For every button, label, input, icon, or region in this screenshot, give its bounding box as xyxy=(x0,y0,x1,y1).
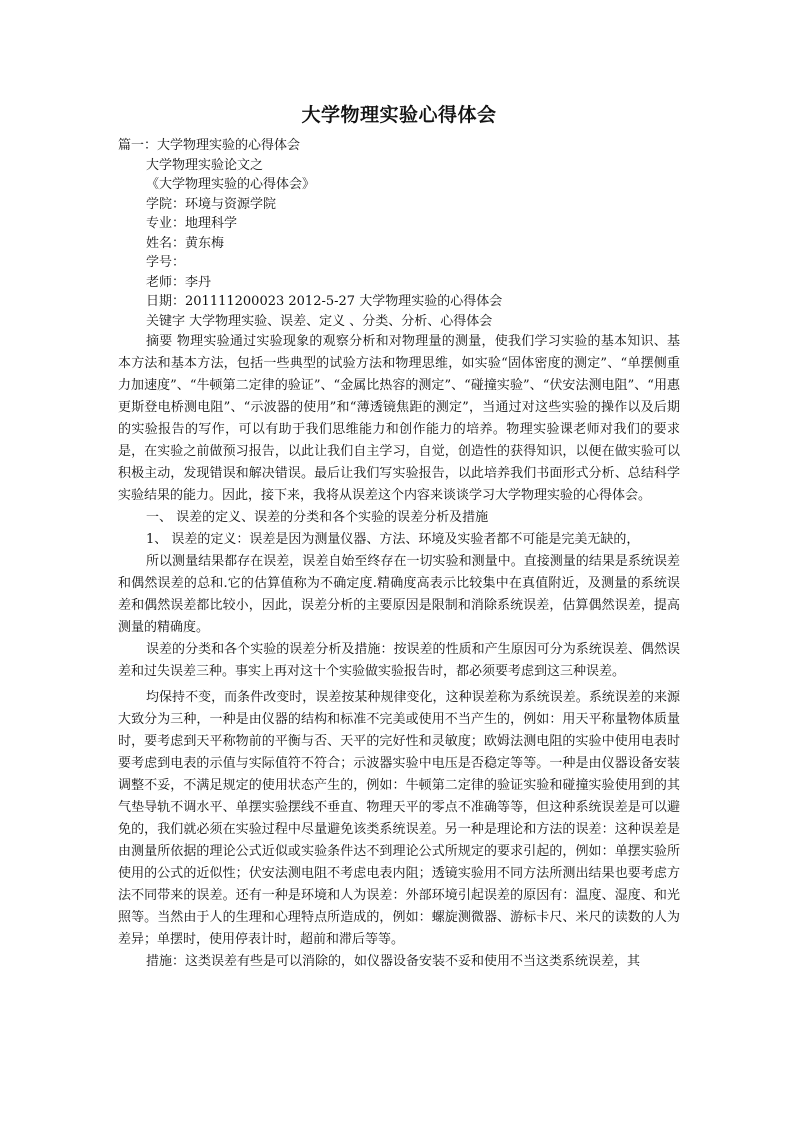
paper-series-line: 大学物理实验论文之 xyxy=(146,157,264,173)
college-line: 学院：环境与资源学院 xyxy=(146,196,277,212)
measures-paragraph: 措施：这类误差有些是可以消除的，如仪器设备安装不妥和使用不当这类系统误差，其 xyxy=(146,954,641,969)
major-line: 专业：地理科学 xyxy=(146,216,238,231)
date-line: 日期：201111200023 2012-5-27 大学物理实验的心得体会 xyxy=(146,294,503,309)
student-id-line: 学号： xyxy=(146,255,186,270)
error-definition-heading: 1、 误差的定义：误差是因为测量仪器、方法、环境及实验者都不可能是完美无缺的， xyxy=(146,532,640,547)
paper-title-line: 《大学物理实验的心得体会》 xyxy=(146,177,316,192)
error-definition-paragraph: 所以测量结果都存在误差，误差自始至终存在一切实验和测量中。直接测量的结果是系统误差和偶然误差的总和.它的估算值称为不确定度.精确度高表示比较集中在真值附近，及测量的系统误差和偶然误差都比较小，因此，误差分析的主要原因是限制和消除系统误差，估算偶然误差，提高测量的精确度。 xyxy=(118,554,680,635)
teacher-line: 老师：李丹 xyxy=(146,274,212,290)
abstract-paragraph: 摘要 物理实验通过实验现象的观察分析和对物理量的测量，使我们学习实验的基本知识、基本方法和基本方法，包括一些典型的试验方法和物理思维，如实验“固体密度的测定”、“单摆侧重力加速度”、“牛顿第二定律的验证”、“金属比热容的测定”、“碰撞实验”、“伏安法测电阻”、“用惠更斯登电桥测电阻”、“示波器的使用”和“薄透镜焦距的测定”，当通过对这些实验的操作以及后期的实验报告的写作，可以有助于我们思维能力和创作能力的培养。物理实验课老师对我们的要求是，在实验之前做预习报告，以此让我们自主学习，自觉，创造性的获得知识，以便在做实验可以积极主动，发现错误和解决错误。最后让我们写实验报告，以此培养我们书面形式分析、总结科学实验结果的能力。因此，接下来，我将从误差这个内容来谈谈学习大学物理实验的心得体会。 xyxy=(118,334,680,503)
systematic-error-paragraph: 均保持不变，而条件改变时，误差按某种规律变化，这种误差称为系统误差。系统误差的来源大致分为三种，一种是由仪器的结构和标准不完美或使用不当产生的，例如：用天平称量物体质量时，要考虑到天平称物前的平衡与否、天平的完好性和灵敏度；欧姆法测电阻的实验中使用电表时要考虑到电表的示值与实际值符不符合；示波器实验中电压是否稳定等等。一种是由仪器设备安装调整不妥，不满足规定的使用状态产生的，例如：牛顿第二定律的验证实验和碰撞实验使用到的其气垫导轨不调水平、单摆实验摆线不垂直、物理天平的零点不准确等等，但这种系统误差是可以避免的，我们就必须在实验过程中尽量避免该类系统误差。另一种是理论和方法的误差：这种误差是由测量所依据的理论公式近似或实验条件达不到理论公式所规定的要求引起的，例如：单摆实验所使用的公式的近似性；伏安法测电阻不考虑电表内阻；透镜实验用不同方法所测出结果也要考虑方法不同带来的误差。还有一种是环境和人为误差：外部环境引起误差的原因有：温度、湿度、和光照等。当然由于人的生理和心理特点所造成的，例如：螺旋测微器、游标卡尺、米尺的读数的人为差异；单摆时，使用停表计时，超前和滞后等等。 xyxy=(118,690,680,947)
error-classification-paragraph: 误差的分类和各个实验的误差分析及措施：按误差的性质和产生原因可分为系统误差、偶然误差和过失误差三种。事实上再对这十个实验做实验报告时，都必须要考虑到这三种误差。 xyxy=(118,642,680,679)
document-title: 大学物理实验心得体会 xyxy=(301,104,497,126)
name-line: 姓名：黄东梅 xyxy=(146,235,225,251)
keywords-line: 关键字 大学物理实验、误差、定义 、分类、分析、心得体会 xyxy=(146,313,493,329)
section-heading: 一、 误差的定义、误差的分类和各个实验的误差分析及措施 xyxy=(146,510,489,525)
article-label: 篇一：大学物理实验的心得体会 xyxy=(118,138,301,153)
